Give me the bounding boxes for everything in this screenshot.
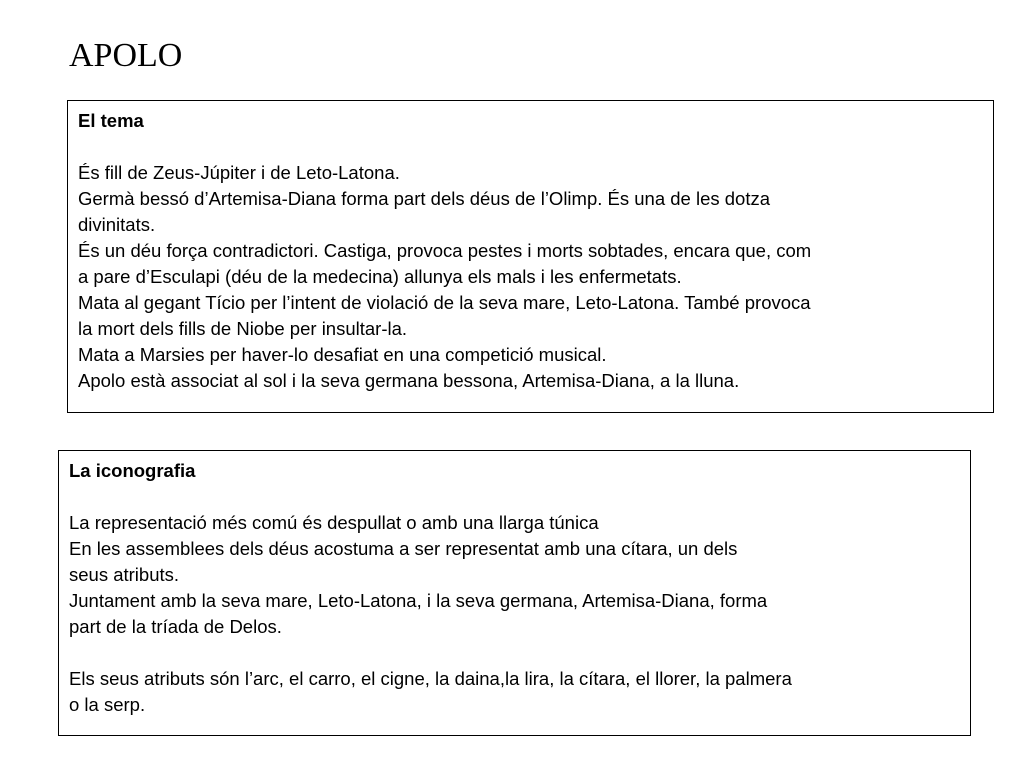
theme-paragraph — [78, 368, 993, 394]
slide-title: APOLO — [69, 37, 183, 74]
theme-paragraph — [78, 238, 993, 290]
theme-paragraph — [78, 290, 993, 342]
theme-paragraph-line: Mata al gegant Tício per l’intent de violació de la seva mare, Leto-Latona. També provoca — [78, 292, 811, 313]
iconography-paragraph-line: En les assemblees dels déus acostuma a ser representat amb una cítara, un dels — [69, 538, 738, 559]
theme-paragraphs — [78, 160, 993, 394]
theme-paragraph-line: És un déu força contradictori. Castiga, provoca pestes i morts sobtades, encara que, com — [78, 240, 812, 261]
blank-line — [78, 134, 993, 160]
theme-paragraph-line: a pare d’Esculapi (déu de la medecina) allunya els mals i les enfermetats. — [78, 266, 682, 287]
theme-paragraph-line: Apolo està associat al sol i la seva germana bessona, Artemisa-Diana, a la lluna. — [78, 370, 740, 391]
theme-heading: El tema — [78, 110, 144, 131]
iconography-paragraph — [69, 666, 970, 718]
iconography-box — [58, 450, 971, 736]
iconography-paragraphs — [69, 510, 970, 718]
iconography-heading: La iconografia — [69, 460, 196, 481]
blank-line — [69, 640, 970, 666]
theme-paragraph-line: És fill de Zeus-Júpiter i de Leto-Latona. — [78, 162, 400, 183]
iconography-paragraph-line: o la serp. — [69, 694, 146, 715]
blank-line — [69, 484, 970, 510]
iconography-paragraph — [69, 588, 970, 640]
iconography-paragraph-line: part de la tríada de Delos. — [69, 616, 282, 637]
theme-box — [67, 100, 994, 413]
theme-paragraph — [78, 186, 993, 238]
iconography-paragraph-line: La representació més comú és despullat o amb una llarga túnica — [69, 512, 599, 533]
theme-paragraph — [78, 160, 993, 186]
theme-paragraph-line: la mort dels fills de Niobe per insultar-la. — [78, 318, 408, 339]
iconography-paragraph-line: Els seus atributs són l’arc, el carro, el cigne, la daina,la lira, la cítara, el llorer, la palmera — [69, 668, 792, 689]
iconography-paragraph — [69, 536, 970, 588]
iconography-paragraph-line: seus atributs. — [69, 564, 180, 585]
theme-paragraph — [78, 342, 993, 368]
theme-paragraph-line: divinitats. — [78, 214, 156, 235]
theme-paragraph-line: Mata a Marsies per haver-lo desafiat en una competició musical. — [78, 344, 607, 365]
theme-paragraph-line: Germà bessó d’Artemisa-Diana forma part dels déus de l’Olimp. És una de les dotza — [78, 188, 771, 209]
iconography-paragraph — [69, 510, 970, 536]
iconography-paragraph-line: Juntament amb la seva mare, Leto-Latona, i la seva germana, Artemisa-Diana, forma — [69, 590, 768, 611]
